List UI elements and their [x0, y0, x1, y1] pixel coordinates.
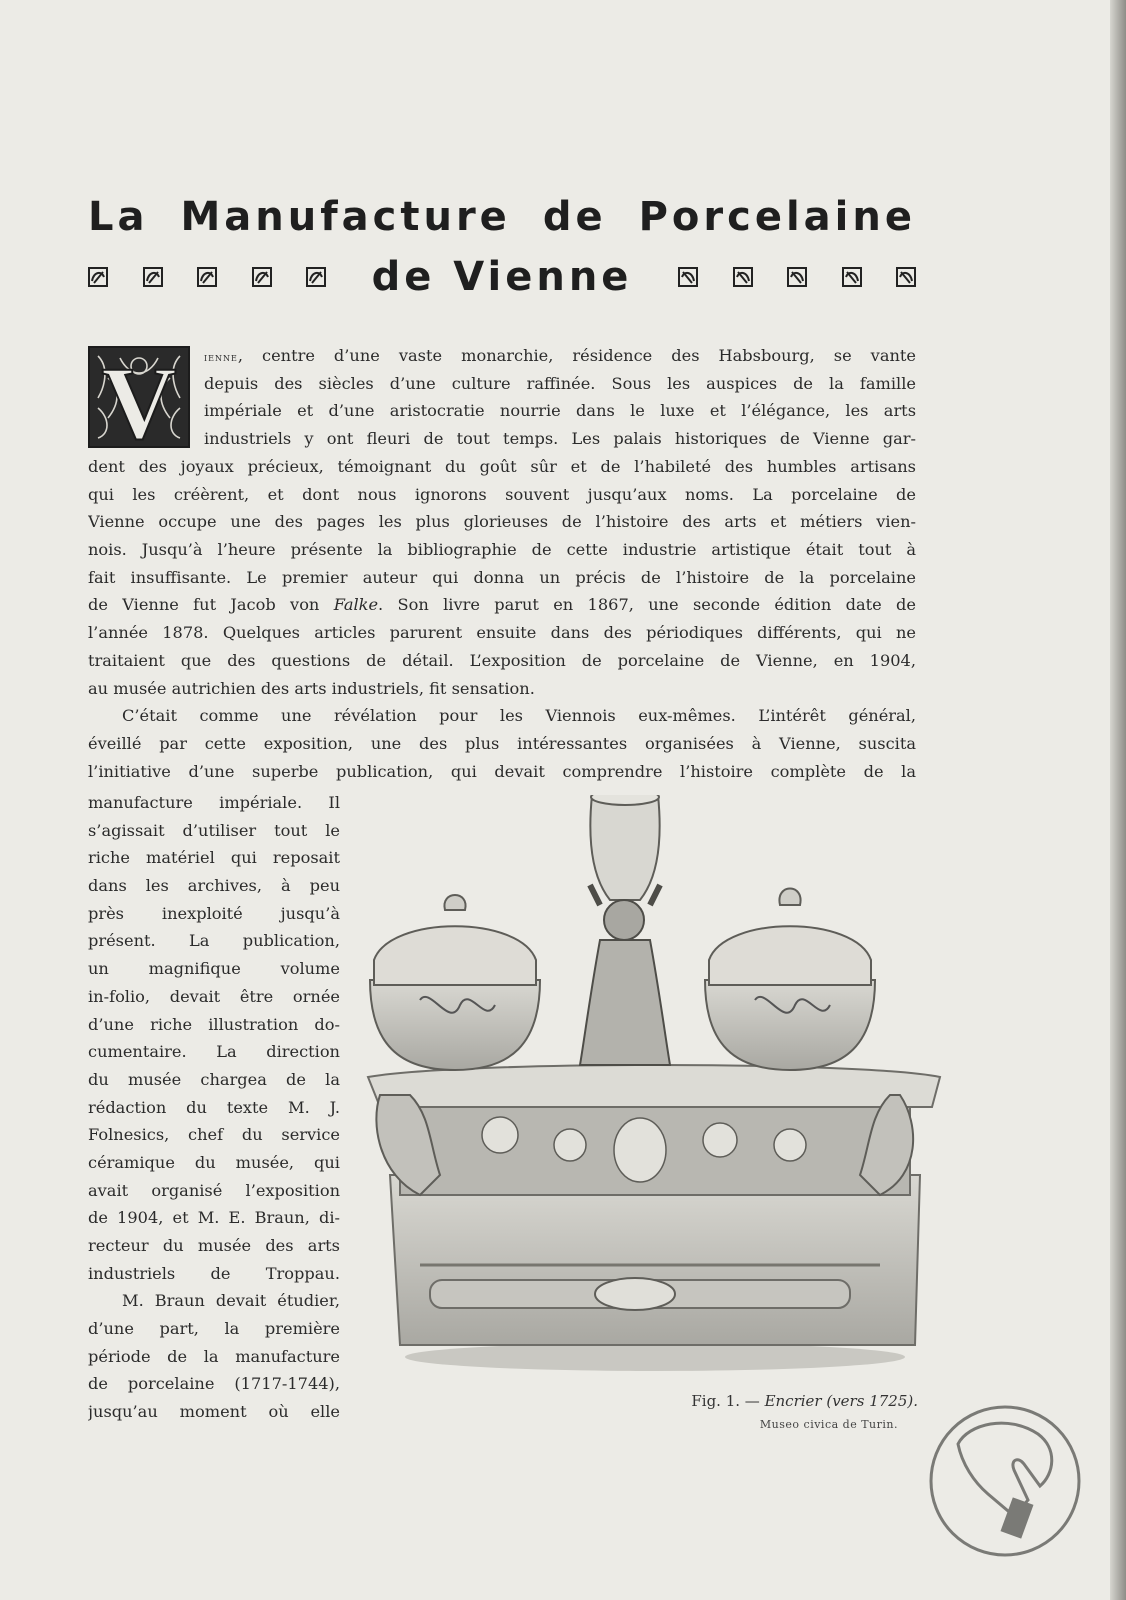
- text-line: un magnifique volume: [88, 959, 340, 979]
- text-line: de 1904, et M. E. Braun, di-: [88, 1208, 340, 1228]
- text-line: l’initiative d’une superbe publication, qui devait comprendre l’histoire complète de la: [88, 761, 916, 781]
- library-stamp: [928, 1404, 1082, 1558]
- text-line: ienne, centre d’une vaste monarchie, résidence des Habsbourg, se vante: [204, 346, 916, 365]
- text-line: d’une part, la première: [88, 1319, 340, 1339]
- text-line: d’une riche illustration do-: [88, 1014, 340, 1034]
- text-line: cumentaire. La direction: [88, 1042, 340, 1062]
- inkstand-photograph: [360, 795, 960, 1391]
- text-line: s’agissait d’utiliser tout le: [88, 820, 340, 840]
- text-line: période de la manufacture: [88, 1346, 340, 1366]
- text-line: avait organisé l’exposition: [88, 1180, 340, 1200]
- text-line: riche matériel qui reposait: [88, 848, 340, 868]
- text-line: céramique du musée, qui: [88, 1152, 340, 1172]
- text-line: traitaient que des questions de détail. L’exposition de porcelaine de Vienne, en 1904,: [88, 650, 916, 670]
- text-line: recteur du musée des arts: [88, 1236, 340, 1255]
- text-line: qui les créèrent, et dont nous ignorons souvent jusqu’aux noms. La porcelaine de: [88, 484, 916, 504]
- body-narrow-column: [88, 789, 340, 1426]
- page-title-line-2-row: [88, 252, 916, 302]
- text-line: rédaction du texte M. J.: [88, 1097, 340, 1117]
- ornament-row-left: [88, 267, 326, 287]
- text-line: M. Braun devait étudier,: [122, 1291, 340, 1311]
- figure-credit: Museo civica de Turin.: [759, 1418, 898, 1431]
- inkstand-illustration: [360, 795, 960, 1391]
- intro-lines-beside-dropcap: [204, 342, 916, 453]
- ornament-icon: [197, 267, 217, 287]
- ornament-icon: [252, 267, 272, 287]
- text-line: au musée autrichien des arts industriels, fit sensation.: [88, 678, 535, 698]
- text-line: l’année 1878. Quelques articles parurent ensuite dans des périodiques différents, qui ne: [88, 623, 916, 643]
- body-full-width: [88, 453, 916, 785]
- text-line: dent des joyaux précieux, témoignant du goût sûr et de l’habileté des humbles artisans: [88, 457, 916, 476]
- ornament-icon: [88, 267, 108, 287]
- text-line: de Vienne fut Jacob von Falke. Son livre parut en 1867, une seconde édition date de: [88, 595, 916, 615]
- text-line: industriels y ont fleuri de tout temps. Les palais historiques de Vienne gar-: [204, 429, 916, 449]
- page-edge: [1110, 0, 1126, 1600]
- svg-text:V: V: [101, 348, 177, 446]
- text-line: manufacture impériale. Il: [88, 793, 340, 812]
- figure-caption: Fig. 1. — Encrier (vers 1725).: [691, 1392, 918, 1410]
- ornament-icon: [678, 267, 698, 287]
- text-line: près inexploité jusqu’à: [88, 903, 340, 923]
- text-line: jusqu’au moment où elle: [88, 1402, 340, 1422]
- page-title-line-2: de Vienne: [371, 254, 633, 300]
- text-line: Folnesics, chef du service: [88, 1125, 340, 1145]
- text-line: éveillé par cette exposition, une des plus intéressantes organisées à Vienne, suscita: [88, 733, 916, 753]
- text-line: C’était comme une révélation pour les Viennois eux-mêmes. L’intérêt général,: [122, 706, 916, 726]
- ornament-icon: [842, 267, 862, 287]
- hand-holding-stamp-icon: [928, 1404, 1082, 1558]
- page-title-line-1: La Manufacture de Porcelaine: [88, 194, 916, 240]
- text-line: du musée chargea de la: [88, 1069, 340, 1089]
- ornament-icon: [143, 267, 163, 287]
- text-line: Vienne occupe une des pages les plus glorieuses de l’histoire des arts et métiers vien-: [88, 512, 916, 532]
- ornament-icon: [733, 267, 753, 287]
- text-line: nois. Jusqu’à l’heure présente la bibliographie de cette industrie artistique était tout à: [88, 540, 916, 560]
- text-line: dans les archives, à peu: [88, 876, 340, 896]
- text-line: de porcelaine (1717-1744),: [88, 1374, 340, 1394]
- text-line: présent. La publication,: [88, 931, 340, 951]
- text-line: depuis des siècles d’une culture raffinée. Sous les auspices de la famille: [204, 373, 916, 393]
- ornament-icon: [787, 267, 807, 287]
- text-line: industriels de Troppau.: [88, 1263, 340, 1283]
- ornament-row-right: [678, 267, 916, 287]
- text-line: fait insuffisante. Le premier auteur qui donna un précis de l’histoire de la porcelaine: [88, 567, 916, 587]
- text-line: impériale et d’une aristocratie nourrie dans le luxe et l’élégance, les arts: [204, 401, 916, 421]
- text-line: in-folio, devait être ornée: [88, 986, 340, 1006]
- ornament-icon: [306, 267, 326, 287]
- drop-cap-ornament: [90, 348, 188, 446]
- ornament-icon: [896, 267, 916, 287]
- drop-cap: [88, 346, 190, 448]
